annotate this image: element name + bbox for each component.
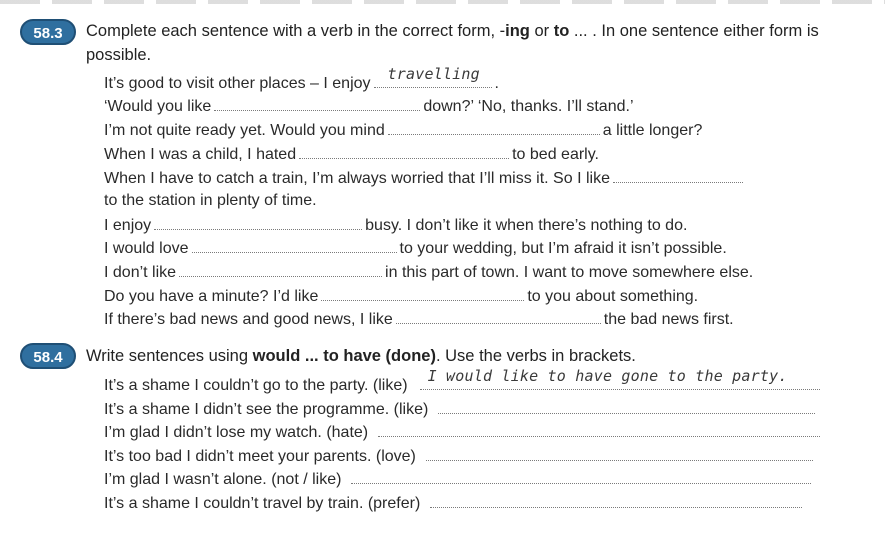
answer-blank[interactable] bbox=[299, 142, 509, 159]
answer-blank[interactable] bbox=[378, 420, 820, 437]
answer-blank[interactable] bbox=[430, 491, 802, 508]
answer-blank[interactable] bbox=[388, 118, 600, 135]
exercise-instructions: Complete each sentence with a verb in the correct form, -ing or to ... . In one sentence either form is possible. bbox=[86, 22, 819, 64]
answer-blank[interactable] bbox=[351, 467, 811, 484]
answer-blank[interactable] bbox=[321, 284, 524, 301]
answer-blank[interactable] bbox=[214, 94, 420, 111]
answer-blank[interactable] bbox=[374, 65, 492, 88]
answer-blank[interactable] bbox=[154, 213, 362, 230]
handwritten-answer: travelling bbox=[387, 65, 480, 83]
answer-blank[interactable] bbox=[179, 260, 382, 277]
handwritten-answer: I would like to have gone to the party. bbox=[427, 367, 788, 385]
top-border bbox=[0, 0, 885, 4]
exercise-badge: 58.4 bbox=[20, 343, 76, 369]
answer-blank[interactable] bbox=[192, 236, 397, 253]
exercise-instructions: Write sentences using would ... to have (done). Use the verbs in brackets. bbox=[86, 347, 636, 365]
answer-blank[interactable] bbox=[420, 367, 820, 390]
answer-blank[interactable] bbox=[396, 307, 601, 324]
answer-blank[interactable] bbox=[426, 444, 813, 461]
answer-blank[interactable] bbox=[438, 397, 815, 414]
exercise-badge: 58.3 bbox=[20, 19, 76, 45]
answer-blank[interactable] bbox=[613, 166, 743, 183]
